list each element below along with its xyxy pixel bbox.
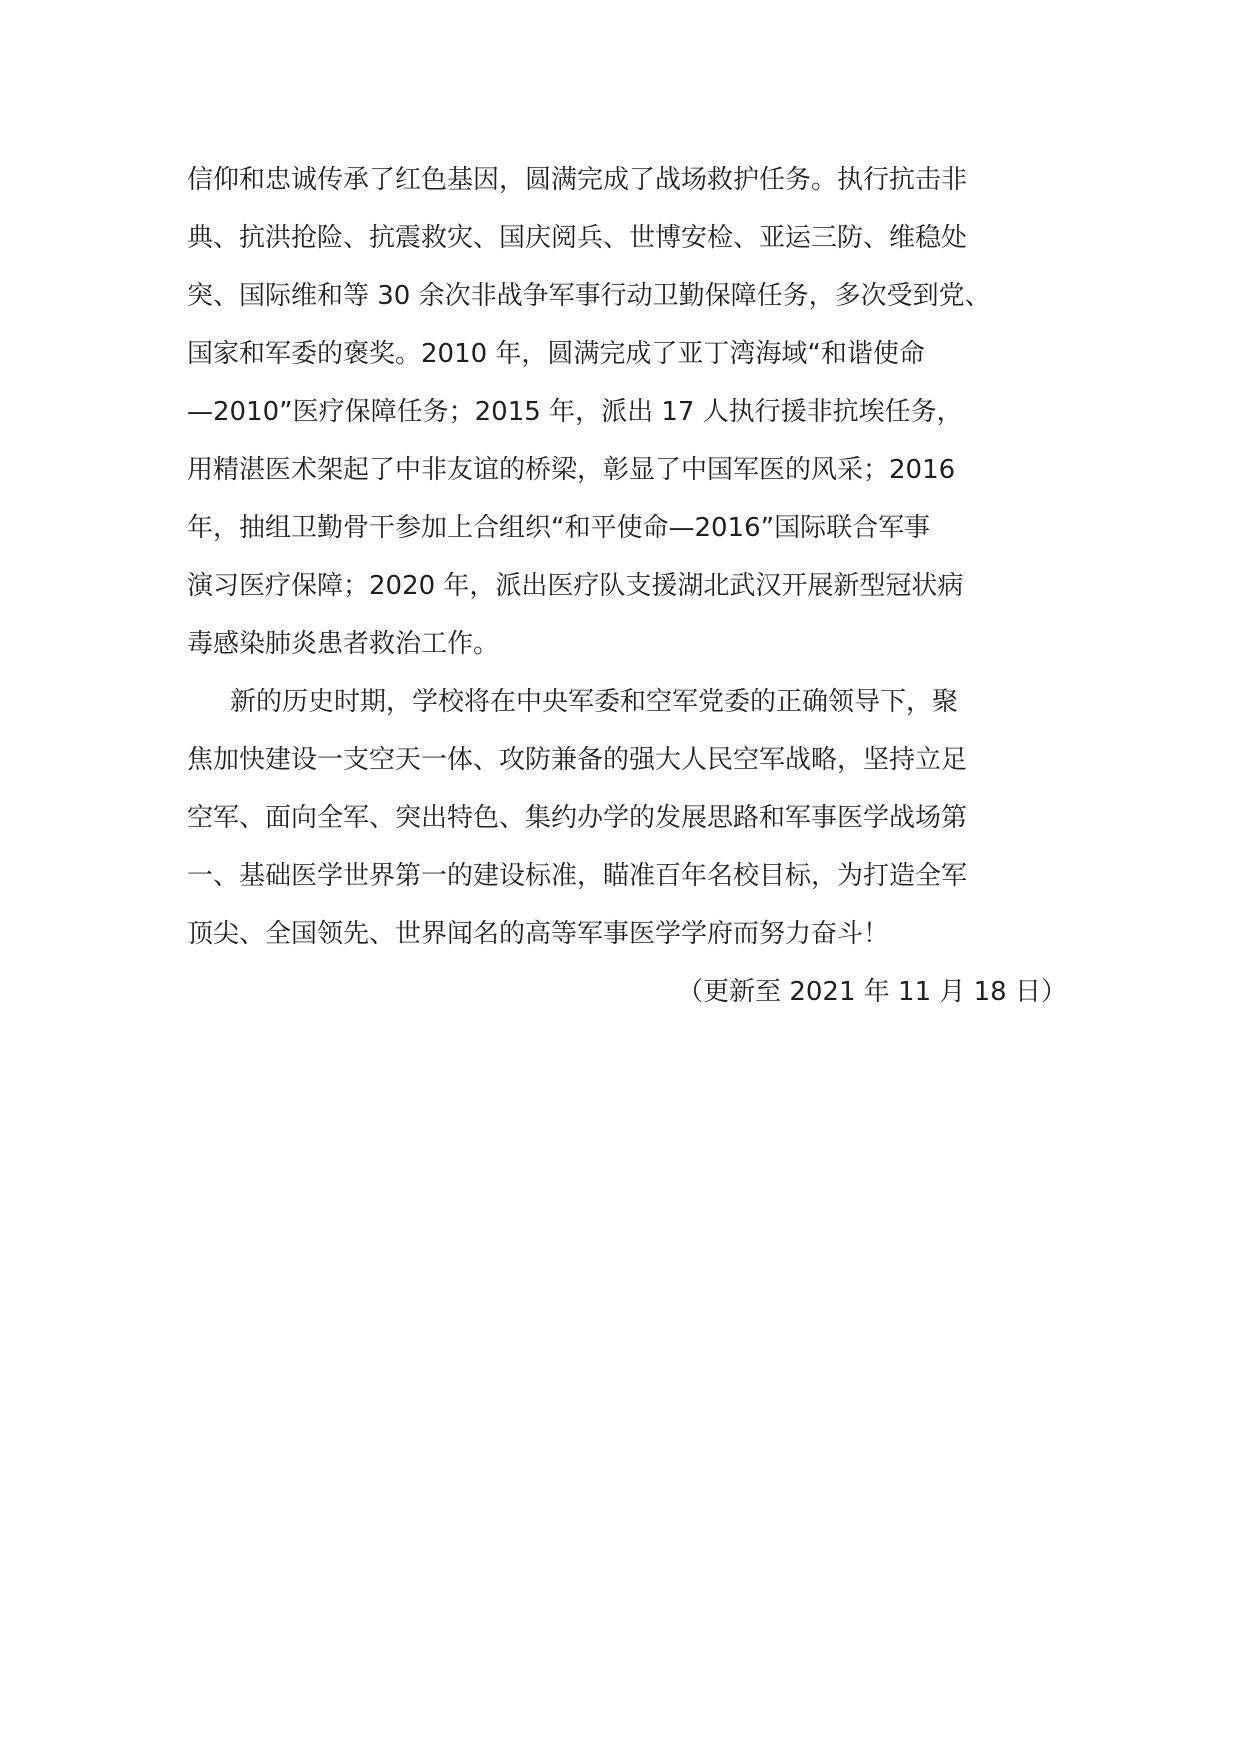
paragraph-line: 新的历史时期，学校将在中央军委和空军党委的正确领导下，聚 xyxy=(230,687,959,717)
paragraph-line: 年，抽组卫勤骨干参加上合组织“和平使命—2016”国际联合军事 xyxy=(187,513,931,543)
paragraph-line: 顶尖、全国领先、世界闻名的高等军事医学学府而努力奋斗！ xyxy=(187,919,890,949)
paragraph-line: 用精湛医术架起了中非友谊的桥梁，彰显了中国军医的风采；2016 xyxy=(187,455,956,485)
paragraph-line: —2010”医疗保障任务；2015 年，派出 17 人执行援非抗埃任务， xyxy=(187,397,963,427)
paragraph-line: 信仰和忠诚传承了红色基因，圆满完成了战场救护任务。执行抗击非 xyxy=(187,165,968,195)
update-date-note: （更新至 2021 年 11 月 18 日） xyxy=(677,977,1067,1007)
paragraph-line: 焦加快建设一支空天一体、攻防兼备的强大人民空军战略，坚持立足 xyxy=(187,745,968,775)
paragraph-line: 突、国际维和等 30 余次非战争军事行动卫勤保障任务，多次受到党、 xyxy=(187,281,991,311)
paragraph-line: 典、抗洪抢险、抗震救灾、国庆阅兵、世博安检、亚运三防、维稳处 xyxy=(187,223,968,253)
paragraph-line: 一、基础医学世界第一的建设标准，瞄准百年名校目标，为打造全军 xyxy=(187,861,968,891)
paragraph-line: 国家和军委的褒奖。2010 年，圆满完成了亚丁湾海域“和谐使命 xyxy=(187,339,925,369)
paragraph-line: 毒感染肺炎患者救治工作。 xyxy=(187,629,500,659)
paragraph-line: 空军、面向全军、突出特色、集约办学的发展思路和军事医学战场第 xyxy=(187,803,968,833)
paragraph-line: 演习医疗保障；2020 年，派出医疗队支援湖北武汉开展新型冠状病 xyxy=(187,571,964,601)
